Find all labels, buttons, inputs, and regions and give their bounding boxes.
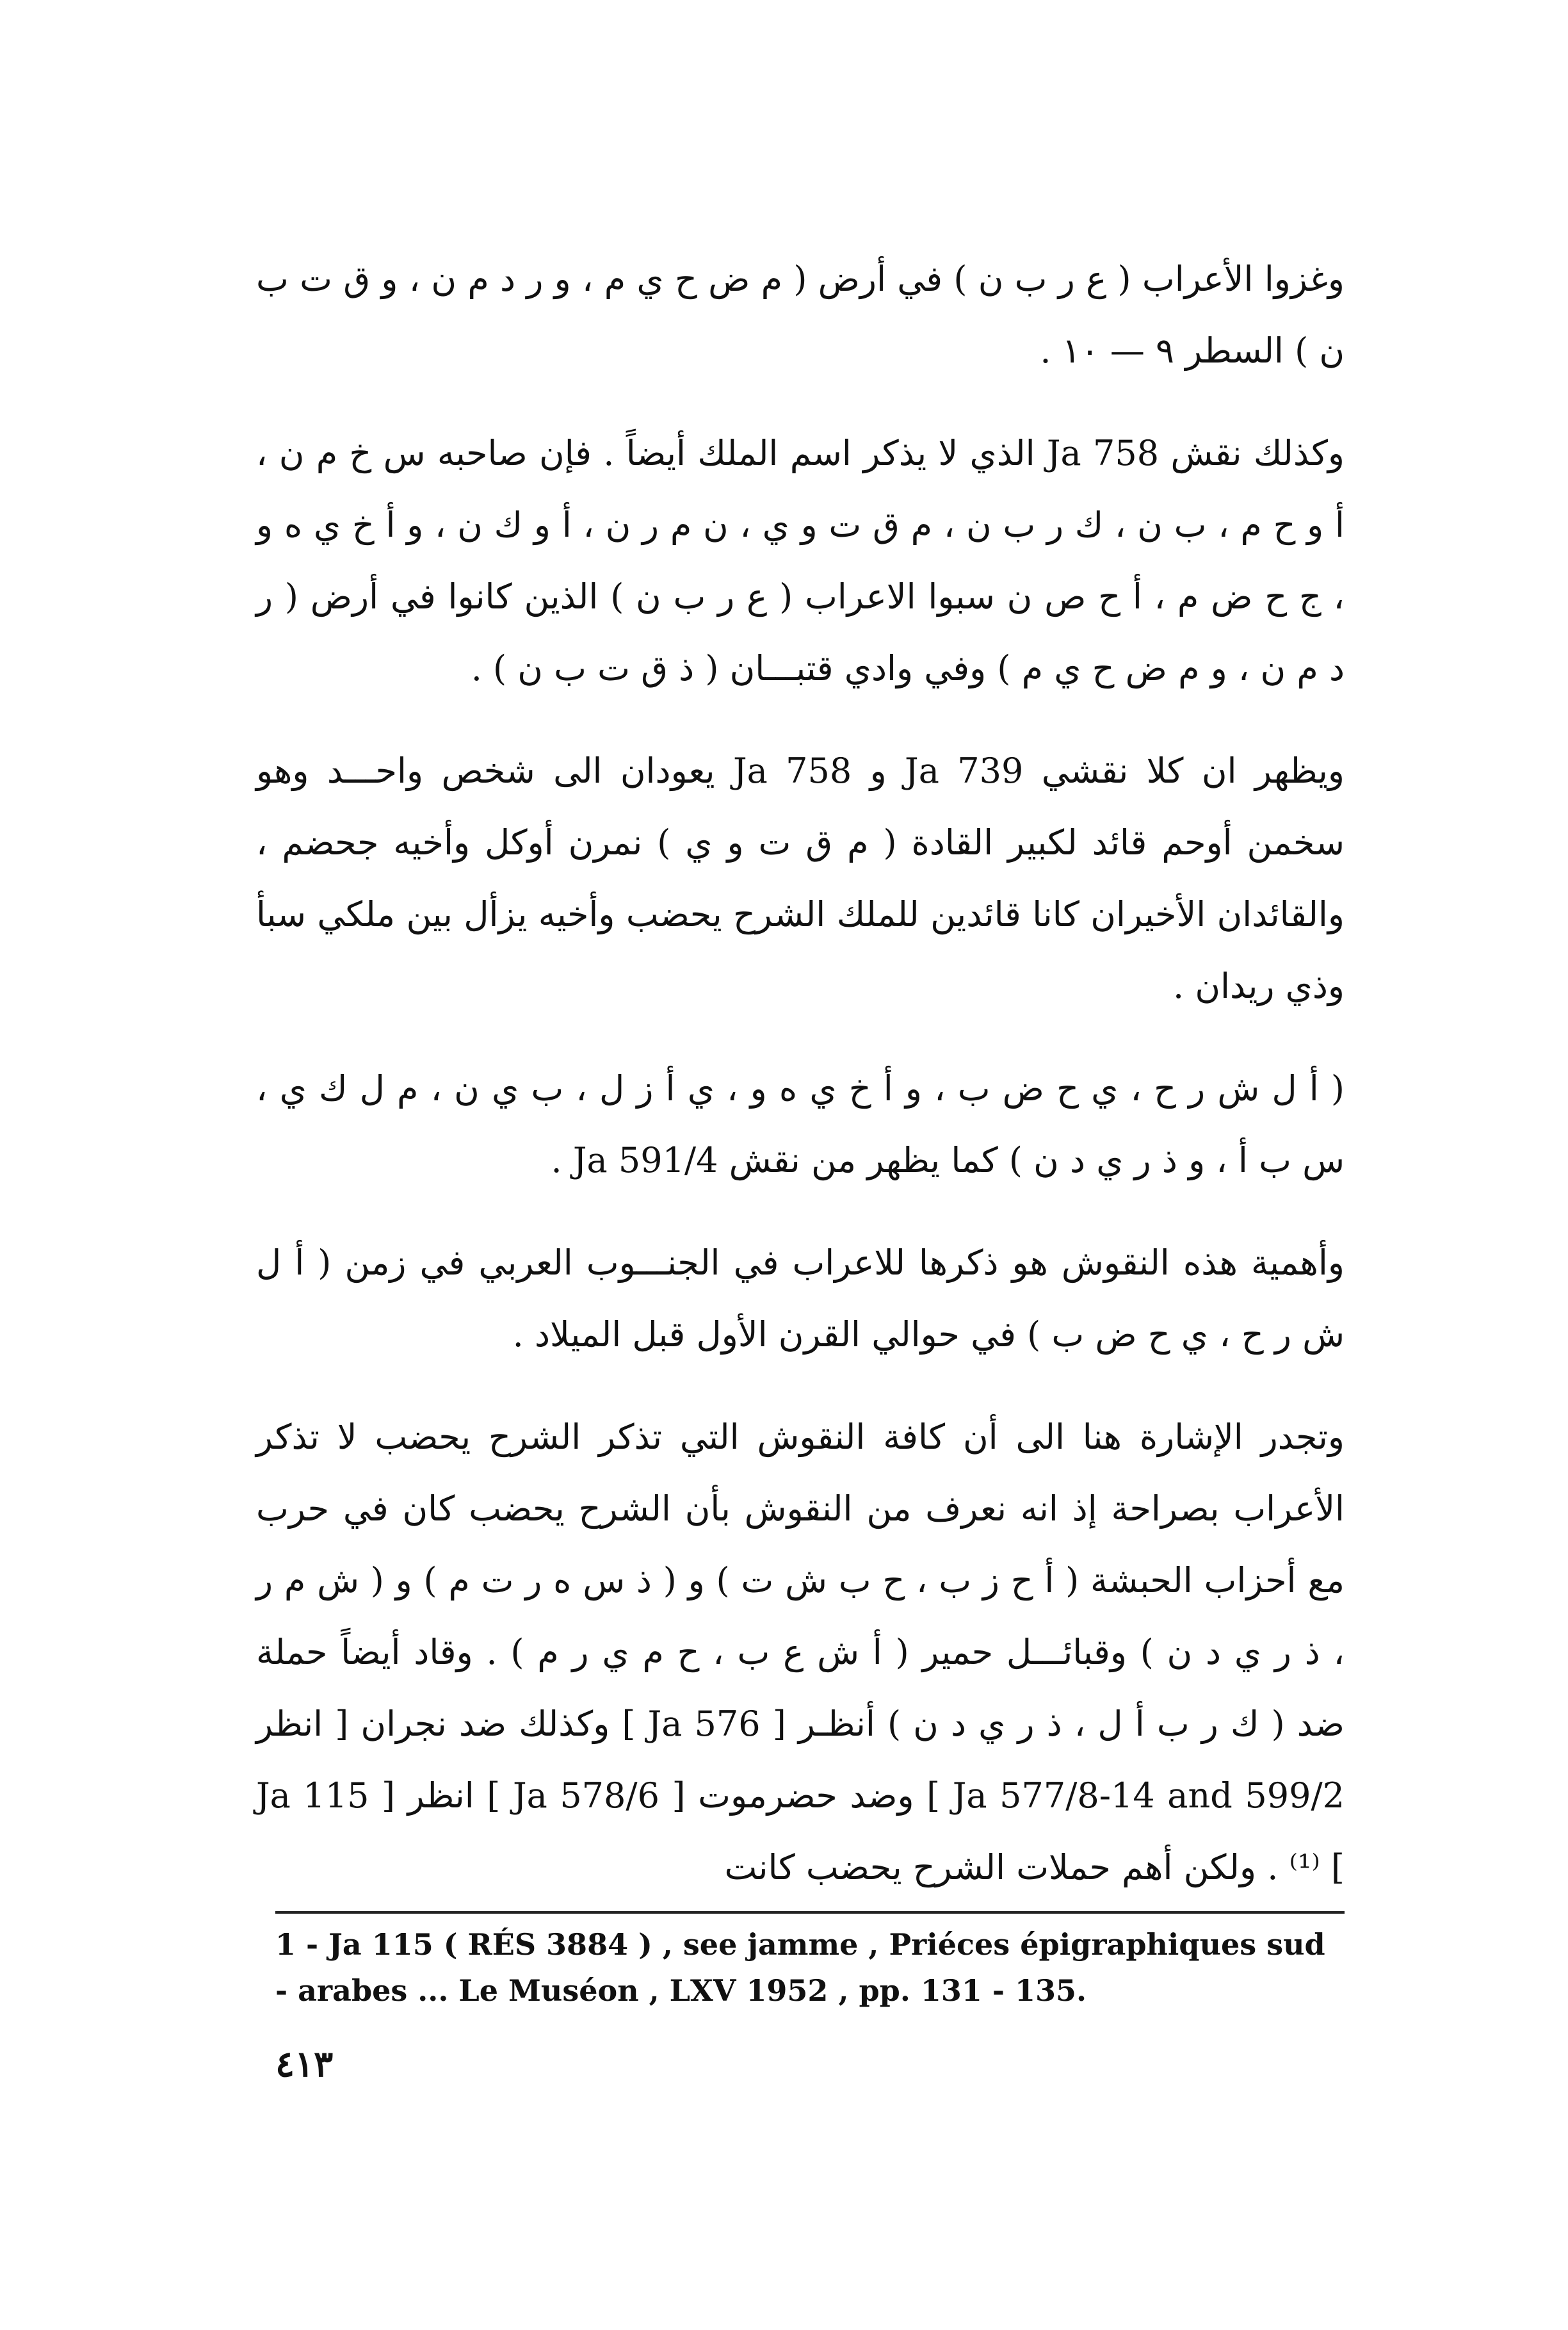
paragraph-5: وأهمية هذه النقوش هو ذكرها للاعراب في الجنـــوب العربي في زمن ( أ ل ش ر ح ، ي ح ض ب ) في حوالي القرن الأول قبل الميلاد .	[256, 1242, 1345, 1355]
main-text	[256, 243, 1345, 1934]
paragraph-1: وغزوا الأعراب ( ع ر ب ن ) في أرض ( م ض ح ي م ، و ر د م ن ، و ق ت ب ن ) السطر ٩ — ١٠ .	[256, 259, 1345, 371]
paragraph-6: وتجدر الإشارة هنا الى أن كافة النقوش التي تذكر الشرح يحضب لا تذكر الأعراب بصراحة إذ انه نعرف من النقوش بأن الشرح يحضب كان في حرب مع أحزاب الحبشة ( أ ح ز ب ، ح ب ش ت ) و ( ذ س ه ر ت م ) و ( ش م ر ، ذ ر ي د ن ) وقبائـــل حمير ( أ ش ع ب ، ح م ي ر م ) . وقاد أيضاً حملة ضد ( ك ر ب أ ل ، ذ ر ي د ن ) أنظـر [ Ja 576 ] وكذلك ضد نجران [ انظر Ja 577/8-14 and 599/2 ] وضد حضرموت [ Ja 578/6 ] انظر [ Ja 115 ] ⁽¹⁾ . ولكن أهم حملات الشرح يحضب كانت	[256, 1417, 1345, 1887]
footnote: 1 - Ja 115 ( RÉS 3884 ) , see jamme , Priéces épigraphiques sud - arabes ... Le Muséon , LXV 1952 , pp. 131 - 135.	[275, 1927, 1325, 2008]
footnote-divider	[275, 1911, 1345, 1914]
paragraph-3: ويظهر ان كلا نقشي Ja 739 و Ja 758 يعودان الى شخص واحـــد وهو سخمن أوحم قائد لكبير القادة ( م ق ت و ي ) نمرن أوكل وأخيه جحضم ، والقائدان الأخيران كانا قائدين للملك الشرح يحضب وأخيه يزأل بين ملكي سبأ وذي ريدان .	[256, 751, 1345, 1006]
page-number: ٤١٣	[275, 2043, 334, 2085]
paragraph-4: ( أ ل ش ر ح ، ي ح ض ب ، و أ خ ي ه و ، ي أ ز ل ، ب ي ن ، م ل ك ي ، س ب أ ، و ذ ر ي د ن ) كما يظهر من نقش Ja 591/4 .	[256, 1068, 1345, 1180]
paragraph-2: وكذلك نقش Ja 758 الذي لا يذكر اسم الملك أيضاً . فإن صاحبه س خ م ن ، أ و ح م ، ب ن ، ك ر ب ن ، م ق ت و ي ، ن م ر ن ، أ و ك ن ، و أ خ ي ه و ، ج ح ض م ، أ ح ص ن سبوا الاعراب ( ع ر ب ن ) الذين كانوا في أرض ( ر د م ن ، و م ض ح ي م ) وفي وادي قتبـــان ( ذ ق ت ب ن ) .	[256, 433, 1345, 688]
